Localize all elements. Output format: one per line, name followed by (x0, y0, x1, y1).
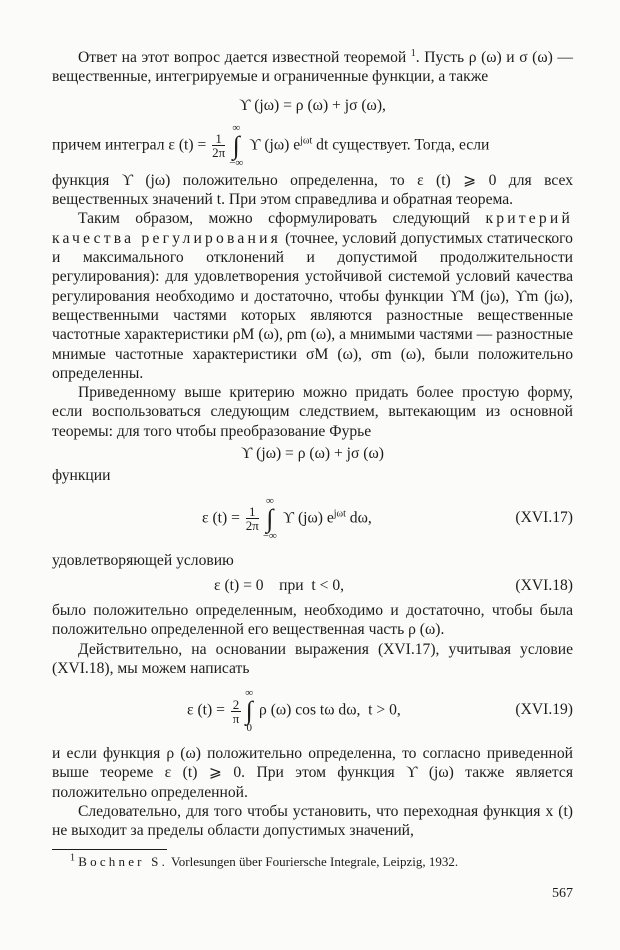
paragraph-9: Действительно, на основании выражения (XVI.17), учитывая условие (XVI.18), мы можем написать (52, 640, 573, 677)
integral-sign: ∞ ∫ −∞ (262, 494, 277, 542)
equation-2: ϒ (jω) = ρ (ω) + jσ (ω) (241, 445, 384, 463)
paragraph-4: Таким образом, можно сформулировать следующий критерий качества регулирования (точнее, условий допустимых статического и максимального отклонений и допустимой продолжительности регулирования): для удовлетворения устойчивой системой условий качества регулирования необходимо и достаточно, чтобы функции ϒM (jω), ϒm (jω), вещественными частями которых являются разностные вещественные частотные характеристики ρM (ω), ρm (ω), а мнимыми частями — разностные мнимые частотные характеристики σM (ω), σm (ω), были положительно определенны. (52, 210, 573, 382)
equation-number: (XVI.19) (515, 701, 573, 719)
paragraph-5: Приведенному выше критерию можно придать более простую форму, если воспользоваться следующим следствием, вытекающим из основной теоремы: для того чтобы преобразование Фурье (52, 384, 573, 440)
equation-5: ε (t) = $\frac{2}{\pi}$ ∞ ∫ 0 ρ (ω) cos tω dω, t > 0, (XVI.19) (187, 687, 573, 735)
integral-sign: ∞ ∫ 0 (245, 687, 254, 735)
paragraph-2: причем интеграл ε (t) = $\frac{1}{2\pi}$ ∞ ∫ −∞ ϒ (jω) $e^{j\omega t}$ dt существует. Тогда, если (52, 121, 490, 169)
page-number: 567 (552, 886, 573, 901)
footnote: $^1$ Bochner S. Vorlesungen über Fouriersche Integrale, Leipzig, 1932. (70, 852, 459, 869)
footnote-ref: 1 (410, 47, 416, 59)
footnote-divider (52, 849, 167, 850)
paragraph-8: было положительно определенным, необходимо и достаточно, чтобы была положительно определенной его вещественная часть ρ (ω). (52, 601, 573, 639)
paragraph-6: функции (52, 467, 111, 485)
paragraph-10: и если функция ρ (ω) положительно определенна, то согласно приведенной выше теореме ε (t) ⩾ 0. При этом функция ϒ (jω) также является положительно определенной. (52, 745, 573, 801)
equation-1: ϒ (jω) = ρ (ω) + jσ (ω), (239, 96, 386, 114)
paragraph-1: Ответ на этот вопрос дается известной теоремой $^1$. Пусть ρ (ω) и σ (ω) — вещественные, интегрируемые и ограниченные функции, а также (52, 47, 573, 86)
paragraph-7: удовлетворяющей условию (52, 551, 234, 569)
equation-number: (XVI.17) (515, 508, 573, 526)
equation-4: ε (t) = 0 при t < 0, (XVI.18) (214, 576, 573, 594)
paragraph-3: функция ϒ (jω) положительно определенна, то ε (t) ⩾ 0 для всех вещественных значений t. При этом справедлива и обратная теорема. (52, 171, 573, 209)
page-body (52, 48, 573, 870)
equation-3: ε (t) = $\frac{1}{2\pi}$ ∞ ∫ −∞ ϒ (jω) $e^{j\omega t}$ dω, (XVI.17) (202, 494, 573, 542)
equation-number: (XVI.18) (515, 576, 573, 594)
integral-sign: ∞ ∫ −∞ (229, 121, 244, 169)
paragraph-11: Следовательно, для того чтобы установить, что переходная функция x (t) не выходит за пределы области допустимых значений, (52, 803, 573, 840)
spaced-term: критерий качества регулирования (52, 210, 573, 247)
fraction: $\frac{1}{2\pi}$ (212, 131, 226, 161)
